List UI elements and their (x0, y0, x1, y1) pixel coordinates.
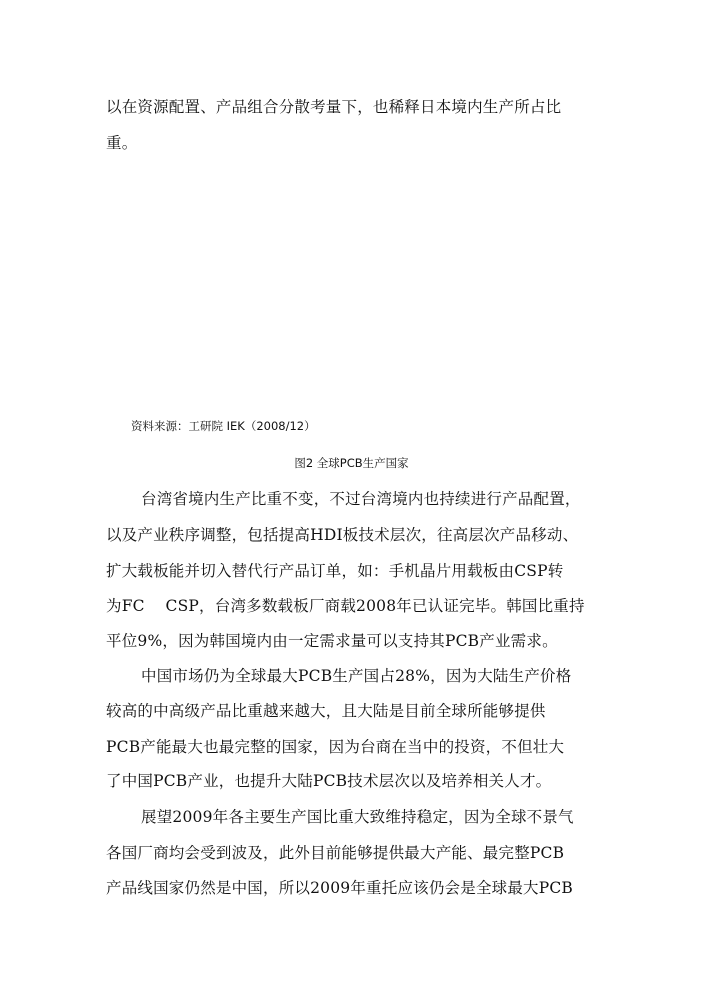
paragraph-2-line-4: 了中国PCB产业，也提升大陆PCB技术层次以及培养相关人才。 (106, 772, 552, 790)
paragraph-2-line-1: 中国市场仍为全球最大PCB生产国占28%，因为大陆生产价格 (141, 667, 572, 685)
paragraph-2-line-2: 较高的中高级产品比重越来越大，且大陆是目前全球所能够提供 (106, 702, 546, 720)
figure-placeholder (106, 165, 596, 405)
paragraph-1-line-2: 以及产业秩序调整，包括提高HDI板技术层次，往高层次产品移动、 (106, 526, 579, 544)
intro-line-1: 以在资源配置、产品组合分散考量下，也稀释日本境内生产所占比 (106, 98, 562, 116)
paragraph-1-line-4: 为FC CSP，台湾多数载板厂商载2008年已认证完毕。韩国比重持 (106, 597, 585, 615)
paragraph-3-line-2: 各国厂商均会受到波及，此外目前能够提供最大产能、最完整PCB (106, 844, 565, 862)
paragraph-3-line-1: 展望2009年各主要生产国比重大致维持稳定，因为全球不景气 (141, 808, 574, 826)
paragraph-1-line-1: 台湾省境内生产比重不变，不过台湾境内也持续进行产品配置， (141, 490, 581, 508)
figure-caption: 图2 全球PCB生产国家 (294, 456, 409, 470)
paragraph-1-line-3: 扩大载板能并切入替代行产品订单，如：手机晶片用载板由CSP转 (106, 562, 564, 580)
figure-source: 资料来源：工研院 IEK（2008/12） (131, 419, 316, 433)
paragraph-1-line-5: 平位9%，因为韩国境内由一定需求量可以支持其PCB产业需求。 (106, 632, 558, 650)
paragraph-3-line-3: 产品线国家仍然是中国，所以2009年重托应该仍会是全球最大PCB (106, 879, 574, 897)
paragraph-2-line-3: PCB产能最大也最完整的国家，因为台商在当中的投资，不但壮大 (106, 738, 565, 756)
intro-line-2: 重。 (106, 134, 138, 152)
